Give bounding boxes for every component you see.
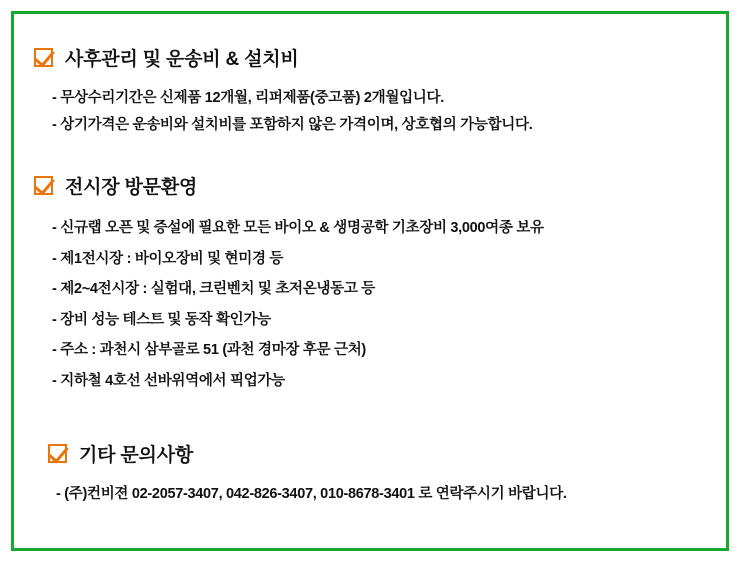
list-item: - 장비 성능 테스트 및 동작 확인가능 [52, 311, 271, 328]
section-title-showroom: 전시장 방문환영 [65, 177, 198, 198]
section-title-etc-inquiry: 기타 문의사항 [79, 445, 194, 466]
section-title-after-service: 사후관리 및 운송비 & 설치비 [65, 49, 299, 70]
list-item: - 신규랩 오픈 및 증설에 필요한 모든 바이오 & 생명공학 기초장비 3,000여종 보유 [52, 220, 544, 236]
section-after-service [34, 44, 706, 138]
section-header-etc-inquiry [34, 440, 706, 467]
section-etc-inquiry [34, 440, 706, 508]
list-item: - 주소 : 과천시 삼부골로 51 (과천 경마장 후문 근처) [52, 342, 366, 358]
section-header-showroom [34, 172, 706, 199]
check-icon [34, 176, 53, 195]
check-icon [48, 444, 67, 463]
check-icon [34, 48, 53, 67]
list-item: - 상기가격은 운송비와 설치비를 포함하지 않은 가격이며, 상호협의 가능합니다. [52, 116, 533, 133]
list-item: - 지하철 4호선 선바위역에서 픽업가능 [52, 372, 285, 389]
list-item: - 제2~4전시장 : 실험대, 크린벤치 및 초저온냉동고 등 [52, 281, 376, 297]
document-content [14, 14, 726, 548]
section-showroom [34, 172, 706, 396]
bullet-list-showroom [34, 213, 706, 396]
list-item: - 제1전시장 : 바이오장비 및 현미경 등 [52, 250, 284, 267]
list-item: - (주)컨비젼 02-2057-3407, 042-826-3407, 010-8678-3401 로 연락주시기 바랍니다. [56, 486, 567, 502]
bullet-list-etc-inquiry [34, 481, 706, 508]
section-header-after-service [34, 44, 706, 71]
bullet-list-after-service [34, 85, 706, 138]
list-item: - 무상수리기간은 신제품 12개월, 리퍼제품(중고품) 2개월입니다. [52, 90, 444, 106]
